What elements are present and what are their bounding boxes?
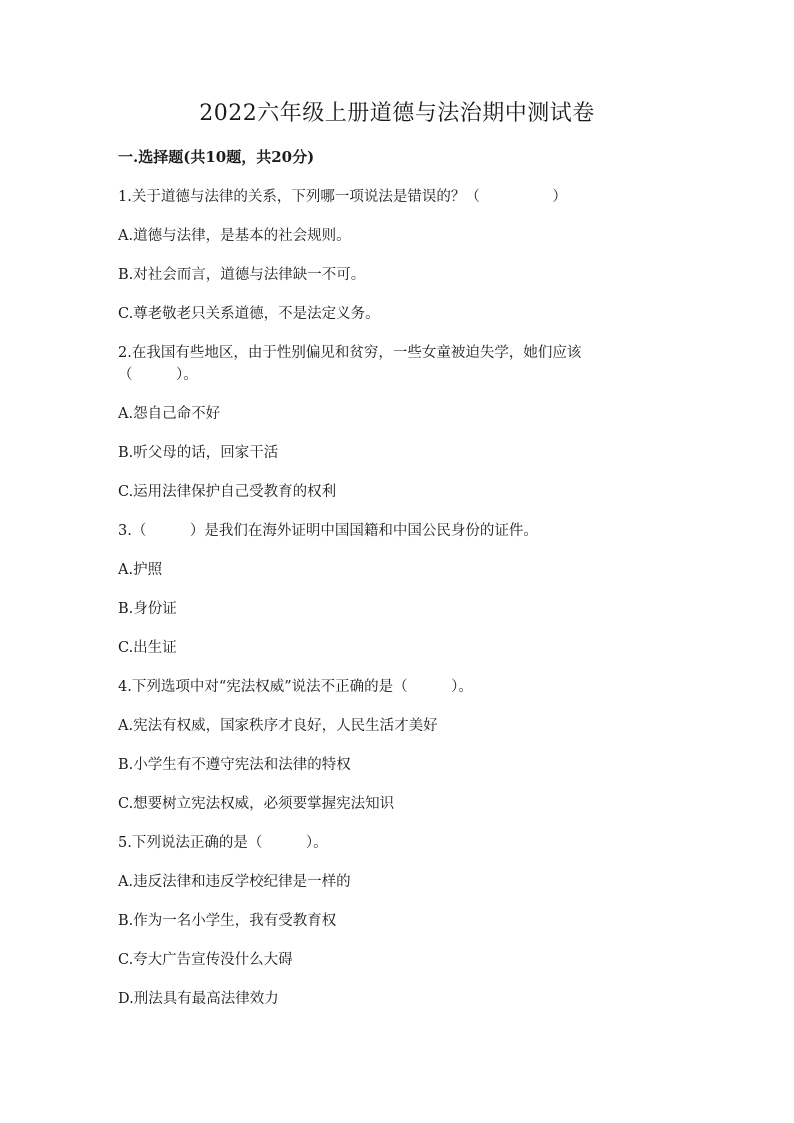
question-1 — [118, 186, 678, 325]
option-b: B.身份证 — [118, 601, 177, 617]
option-c: C.想要树立宪法权威，必须要掌握宪法知识 — [118, 796, 395, 812]
question-stem-line-1: 2.在我国有些地区，由于性别偏见和贫穷，一些女童被迫失学，她们应该 — [118, 345, 582, 361]
question-5 — [118, 832, 678, 1010]
option-c: C.运用法律保护自己受教育的权利 — [118, 484, 337, 500]
option-b: B.作为一名小学生，我有受教育权 — [118, 913, 337, 929]
option-a: A.护照 — [118, 562, 163, 578]
option-b: B.对社会而言，道德与法律缺一不可。 — [118, 267, 366, 283]
question-stem: 5.下列说法正确的是（ ）。 — [118, 835, 328, 851]
option-d: D.刑法具有最高法律效力 — [118, 991, 279, 1007]
exam-title: 2022六年级上册道德与法治期中测试卷 — [199, 101, 595, 126]
option-a: A.怨自己命不好 — [118, 406, 221, 422]
option-a: A.违反法律和违反学校纪律是一样的 — [118, 874, 351, 890]
option-a: A.道德与法律，是基本的社会规则。 — [118, 228, 351, 244]
option-a: A.宪法有权威，国家秩序才良好，人民生活才美好 — [118, 718, 438, 734]
question-list — [118, 186, 678, 1027]
option-c: C.夸大广告宣传没什么大碍 — [118, 952, 293, 968]
option-b: B.小学生有不遵守宪法和法律的特权 — [118, 757, 351, 773]
option-c: C.出生证 — [118, 640, 177, 656]
question-4 — [118, 676, 678, 815]
question-stem: 4.下列选项中对“宪法权威”说法不正确的是（ ）。 — [118, 679, 473, 695]
section-heading: 一.选择题(共10题，共20分) — [118, 148, 315, 166]
question-2 — [118, 342, 678, 503]
question-3 — [118, 520, 678, 659]
option-b: B.听父母的话，回家干活 — [118, 445, 279, 461]
question-stem: 3.（ ）是我们在海外证明中国国籍和中国公民身份的证件。 — [118, 523, 538, 539]
question-stem: 1.关于道德与法律的关系，下列哪一项说法是错误的？（ ） — [118, 189, 567, 205]
question-stem — [118, 342, 678, 386]
question-stem-line-2: （ ）。 — [118, 367, 198, 383]
option-c: C.尊老敬老只关系道德，不是法定义务。 — [118, 306, 380, 322]
